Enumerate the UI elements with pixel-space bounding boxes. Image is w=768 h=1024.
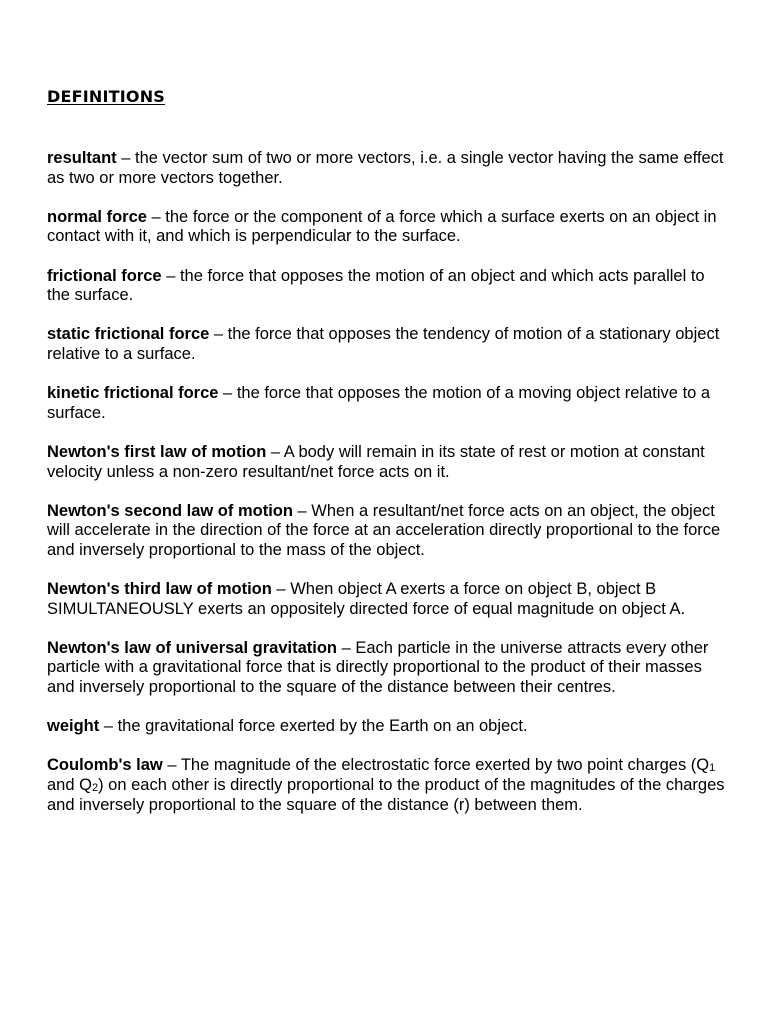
definition-universal-gravitation: [47, 639, 727, 698]
definition-term: kinetic frictional force: [47, 384, 219, 403]
definition-weight: [47, 717, 727, 737]
definition-text: – When object A exerts a force on object B, object B SIMULTANEOUSLY exerts an oppositely directed force of equal magnitude on object A.: [47, 580, 686, 618]
definition-kinetic-frictional-force: [47, 384, 727, 423]
definition-text: – When a resultant/net force acts on an object, the object will accelerate in the direction of the force at an acceleration directly proportional to the force and inversely proportional to the mass of the object.: [47, 501, 721, 559]
definition-text: – the force that opposes the tendency of motion of a stationary object relative to a surface.: [47, 325, 720, 363]
definition-text: – the force that opposes the motion of an object and which acts parallel to the surface.: [47, 266, 705, 305]
definition-text: – the gravitational force exerted by the Earth on an object.: [99, 717, 528, 736]
definition-newtons-third-law: [47, 580, 727, 619]
definition-normal-force: [47, 208, 727, 247]
definition-term: Newton's law of universal gravitation: [47, 638, 337, 657]
definition-frictional-force: [47, 267, 727, 306]
definition-text: – the force that opposes the motion of a moving object relative to a surface.: [47, 384, 711, 422]
definition-text: – the vector sum of two or more vectors, i.e. a single vector having the same effect as two or more vectors together.: [47, 149, 724, 187]
definitions-list: [47, 149, 727, 835]
page-title: DEFINITIONS: [47, 87, 166, 106]
definition-static-frictional-force: [47, 325, 727, 364]
definition-text: – Each particle in the universe attracts every other particle with a gravitational force that is directly proportional to the product of their masses and inversely proportional to the square of the distance between their centres.: [47, 638, 709, 697]
definition-coulombs-law: [47, 756, 727, 815]
definition-text: – A body will remain in its state of rest or motion at constant velocity unless a non-zero resultant/net force acts on it.: [47, 442, 705, 481]
definition-term: frictional force: [47, 266, 162, 285]
definition-term: Newton's third law of motion: [47, 580, 272, 599]
definition-text: – the force or the component of a force which a surface exerts on an object in contact with it, and which is perpendicular to the surface.: [47, 207, 717, 246]
definition-newtons-second-law: [47, 502, 727, 561]
subscript-1: 1: [709, 762, 716, 775]
definition-text: ) on each other is directly proportional to the product of the magnitudes of the charges and inversely proportional to the square of the distance (r) between them.: [47, 776, 725, 814]
definition-term: Newton's second law of motion: [47, 501, 293, 520]
definition-term: weight: [47, 717, 100, 736]
definition-term: resultant: [47, 149, 117, 167]
definition-text: and Q: [47, 776, 92, 794]
definition-term: Coulomb's law: [47, 756, 163, 775]
subscript-2: 2: [91, 782, 99, 794]
definition-term: normal force: [47, 207, 147, 226]
definition-term: static frictional force: [47, 325, 210, 344]
definition-term: Newton's first law of motion: [47, 442, 267, 461]
definition-text: – The magnitude of the electrostatic force exerted by two point charges (Q: [162, 756, 710, 775]
definition-newtons-first-law: [47, 443, 727, 482]
definition-resultant: [47, 149, 727, 188]
